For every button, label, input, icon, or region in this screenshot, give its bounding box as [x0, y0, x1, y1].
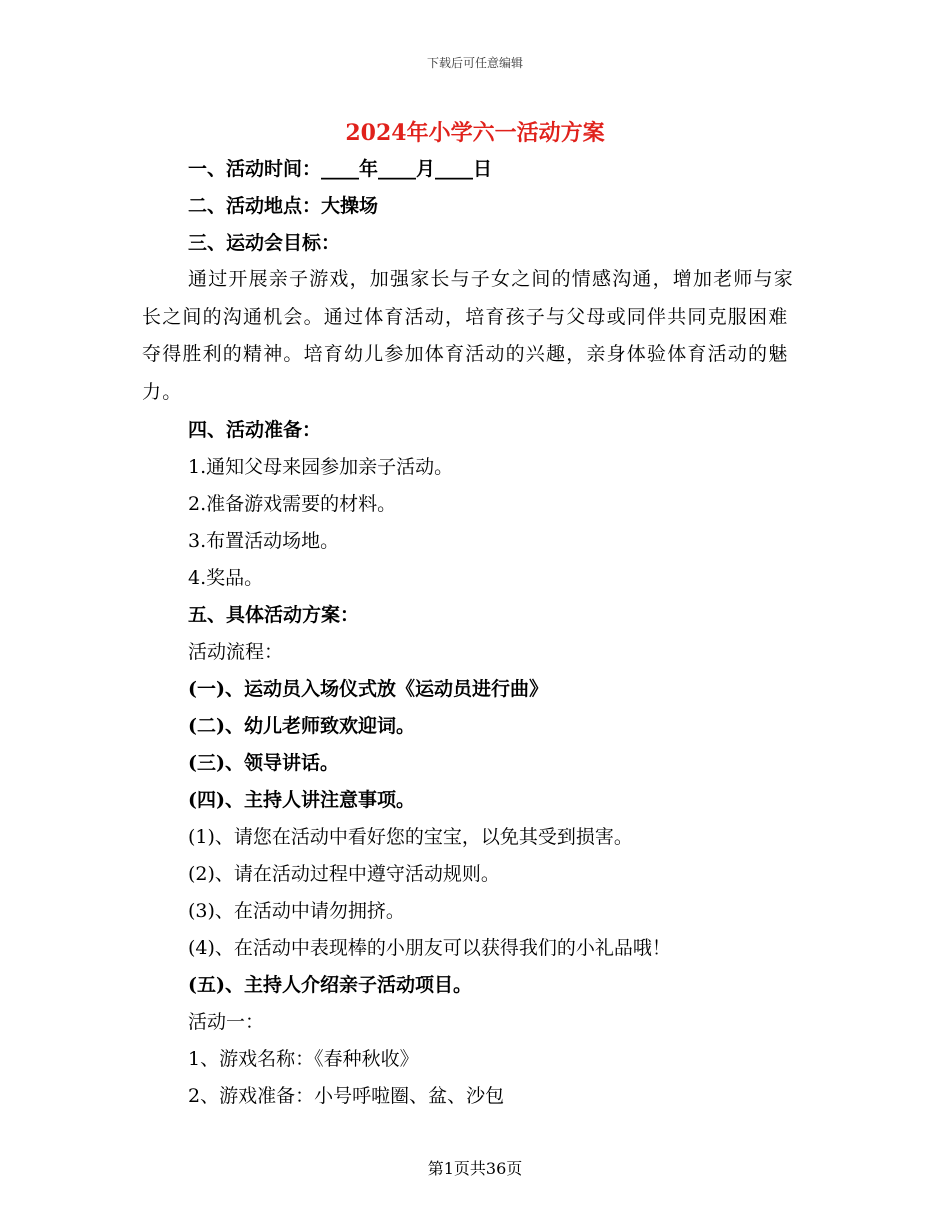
notice-item: (1)、请您在活动中看好您的宝宝，以免其受到损害。: [188, 826, 633, 848]
section-heading-time: 一、活动时间：____年____月____日: [188, 158, 493, 180]
header-note: 下载后可任意编辑: [426, 56, 523, 70]
preparation-item: 3.布置活动场地。: [188, 530, 340, 552]
section-heading-plan: 五、具体活动方案：: [188, 604, 360, 626]
flow-step: (五)、主持人介绍亲子活动项目。: [188, 974, 472, 996]
preparation-item: 2.准备游戏需要的材料。: [188, 493, 397, 515]
section-heading-location: 二、活动地点：大操场: [188, 195, 379, 217]
game-detail: 1、游戏名称：《春种秋收》: [188, 1048, 419, 1070]
notice-item: (4)、在活动中表现棒的小朋友可以获得我们的小礼品哦！: [188, 937, 671, 959]
section-heading-goals: 三、运动会目标：: [188, 232, 341, 254]
flow-step: (一)、运动员入场仪式放《运动员进行曲》: [188, 678, 548, 700]
flow-step: (四)、主持人讲注意事项。: [188, 789, 415, 811]
goals-paragraph: 通过开展亲子游戏，加强家长与子女之间的情感沟通，增加老师与家长之间的沟通机会。通过体育活动，培育孩子与父母或同伴共同克服困难夺得胜利的精神。培育幼儿参加体育活动的兴趣，亲身体验体育活动的魅力。: [142, 268, 795, 403]
flow-step: (三)、领导讲话。: [188, 752, 339, 774]
preparation-item: 1.通知父母来园参加亲子活动。: [188, 456, 454, 478]
section-heading-preparation: 四、活动准备：: [188, 419, 322, 441]
page-footer: 第1页共36页: [427, 1159, 523, 1178]
activity-label: 活动一：: [188, 1011, 265, 1033]
game-detail: 2、游戏准备：小号呼啦圈、盆、沙包: [188, 1085, 505, 1107]
notice-item: (3)、在活动中请勿拥挤。: [188, 900, 405, 922]
flow-step: (二)、幼儿老师致欢迎词。: [188, 715, 415, 737]
flow-label: 活动流程：: [188, 641, 284, 663]
preparation-item: 4.奖品。: [188, 567, 264, 589]
document-title: 2024年小学六一活动方案: [345, 120, 605, 146]
notice-item: (2)、请在活动过程中遵守活动规则。: [188, 863, 500, 885]
